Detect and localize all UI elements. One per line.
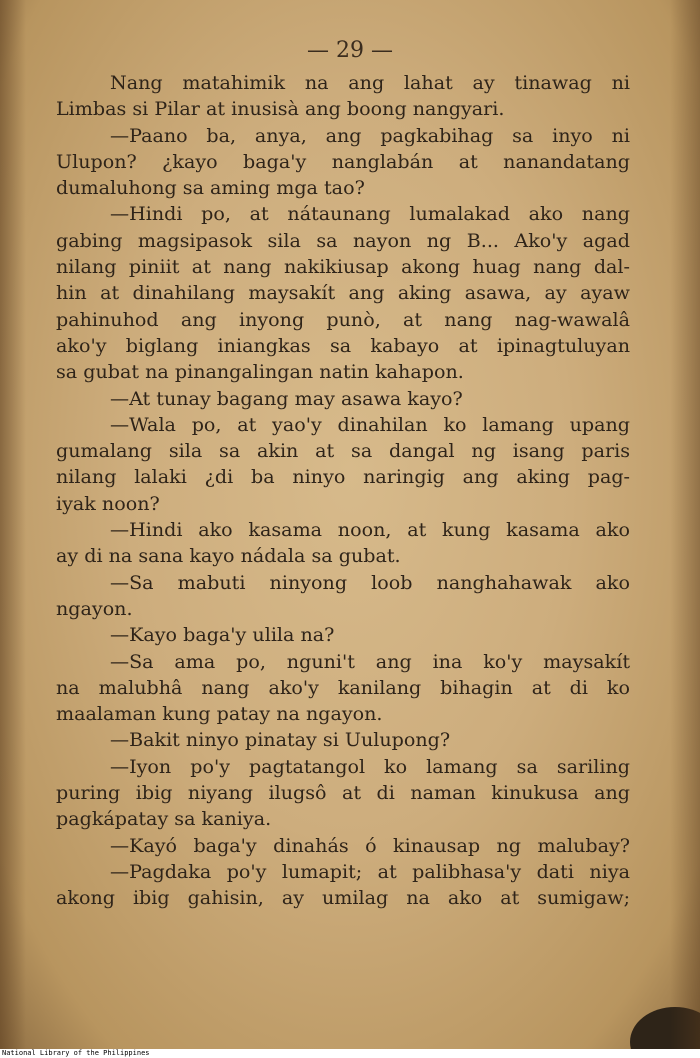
text-line: puring ibig niyang ilugsô at di naman kinukusa ang — [56, 781, 630, 805]
text-line: dumaluhong sa aming mga tao? — [56, 176, 365, 200]
text-line: —Wala po, at yao'y dinahilan ko lamang upang — [110, 412, 630, 436]
text-line: Ulupon? ¿kayo baga'y nanglabán at nanandatang — [56, 149, 630, 173]
text-line: ako'y biglang iniangkas sa kabayo at ipinagtuluyan — [56, 333, 630, 357]
text-line: —Paano ba, anya, ang pagkabihag sa inyo ni — [110, 123, 630, 147]
body-text — [56, 70, 630, 912]
text-line: ay di na sana kayo nádala sa gubat. — [56, 544, 401, 568]
text-line: —Bakit ninyo pinatay si Uulupong? — [110, 728, 451, 752]
text-line: gabing magsipasok sila sa nayon ng B... Ako'y agad — [56, 228, 630, 252]
page-number: — 29 — — [307, 38, 393, 63]
footer-bar — [0, 1049, 700, 1058]
text-line: pagkápatay sa kaniya. — [56, 807, 272, 831]
text-line: —Pagdaka po'y lumapit; at palibhasa'y dati niya — [110, 859, 630, 883]
text-line: Nang matahimik na ang lahat ay tinawag ni — [110, 71, 630, 94]
text-line: —Hindi po, at nátaunang lumalakad ako nang — [110, 202, 630, 226]
text-line: —Hindi ako kasama noon, at kung kasama ako — [110, 518, 630, 542]
text-line: —Kayó baga'y dinahás ó kinausap ng malubay? — [110, 833, 630, 857]
page-corner-shadow — [630, 1007, 700, 1049]
text-line: nilang piniit at nang nakikiusap akong huag nang dal- — [56, 255, 630, 279]
text-line: maalaman kung patay na ngayon. — [56, 702, 383, 726]
text-line: nilang lalaki ¿di ba ninyo naringig ang aking pag- — [56, 465, 630, 489]
text-line: —Kayo baga'y ulila na? — [110, 623, 335, 647]
text-line: hin at dinahilang maysakít ang aking asawa, ay ayaw — [56, 281, 630, 305]
text-line: Limbas si Pilar at inusisà ang boong nangyari. — [56, 97, 505, 121]
text-line: iyak noon? — [56, 491, 160, 515]
text-line: —Sa mabuti ninyong loob nanghahawak ako — [110, 570, 630, 594]
text-line: —Sa ama po, nguni't ang ina ko'y maysakít — [110, 649, 630, 673]
text-line: —Iyon po'y pagtatangol ko lamang sa sariling — [110, 754, 630, 778]
library-credit: National Library of the Philippines — [2, 1049, 150, 1057]
text-line: —At tunay bagang may asawa kayo? — [110, 386, 463, 410]
text-line: gumalang sila sa akin at sa dangal ng isang paris — [56, 439, 630, 463]
text-line: pahinuhod ang inyong punò, at nang nag-wawalâ — [56, 307, 630, 331]
text-line: akong ibig gahisin, ay umilag na ako at sumigaw; — [56, 886, 630, 910]
text-line: na malubhâ nang ako'y kanilang bihagin at di ko — [56, 675, 630, 699]
text-line: sa gubat na pinangalingan natin kahapon. — [56, 360, 464, 384]
text-line: ngayon. — [56, 596, 133, 620]
